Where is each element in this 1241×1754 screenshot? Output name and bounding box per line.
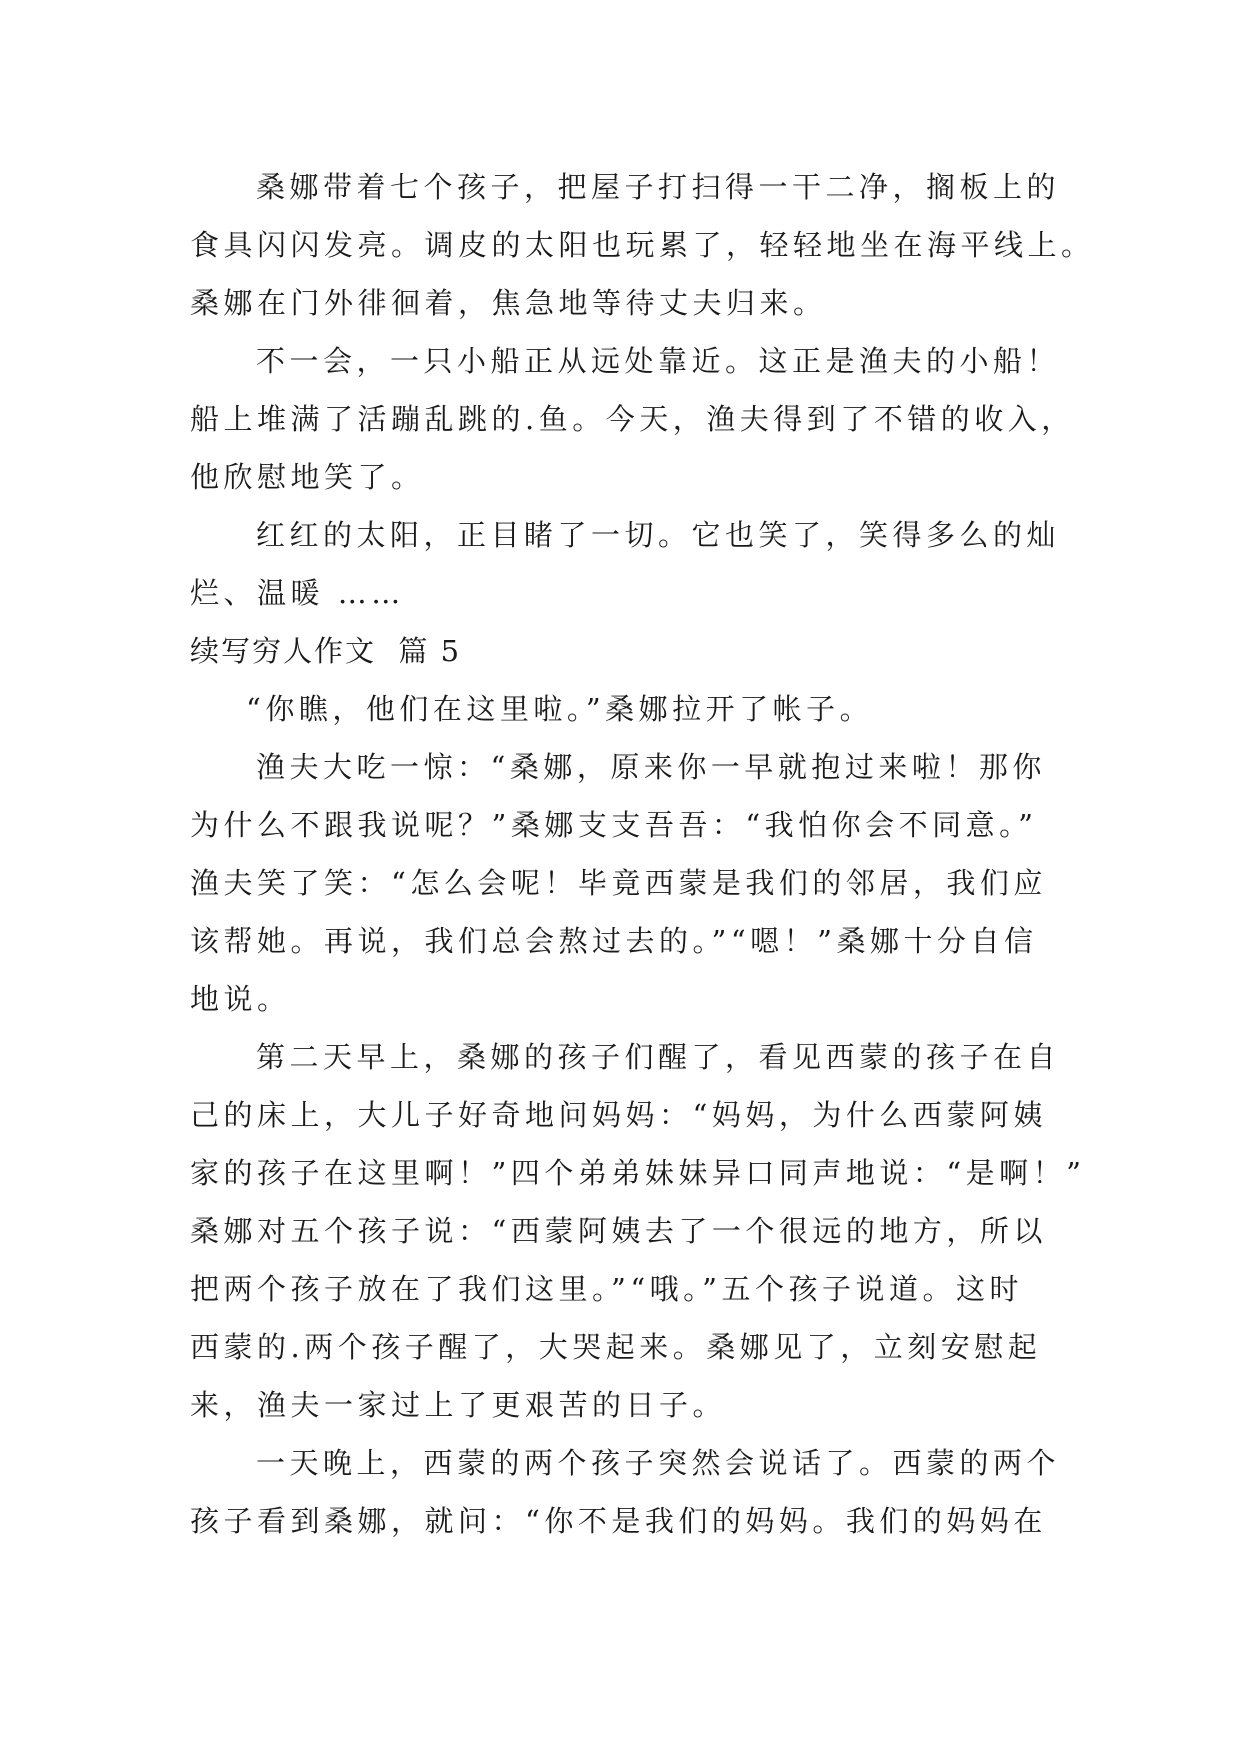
text-line: 为什么不跟我说呢？”桑娜支支吾吾：“我怕你会不同意。” [190,808,1038,842]
text-line: 渔夫大吃一惊：“桑娜，原来你一早就抱过来啦！那你 [256,750,1046,784]
text-line: 他欣慰地笑了。 [190,460,425,494]
text-line: 来，渔夫一家过上了更艰苦的日子。 [190,1388,727,1422]
text-line: 渔夫笑了笑：“怎么会呢！毕竟西蒙是我们的邻居，我们应 [190,866,1047,900]
text-line: 己的床上，大儿子好奇地问妈妈：“妈妈，为什么西蒙阿姨 [190,1098,1047,1132]
text-line: 船上堆满了活蹦乱跳的.鱼。今天，渔夫得到了不错的收入， [190,402,1075,436]
text-line: 食具闪闪发亮。调皮的太阳也玩累了，轻轻地坐在海平线上。 [190,228,1095,262]
text-line: 红红的太阳，正目睹了一切。它也笑了，笑得多么的灿 [256,518,1061,552]
text-line: 第二天早上，桑娜的孩子们醒了，看见西蒙的孩子在自 [256,1040,1061,1074]
text-line: 家的孩子在这里啊！”四个弟弟妹妹异口同声地说：“是啊！” [190,1156,1086,1190]
section-heading: 续写穷人作文 篇 5 [190,634,462,668]
text-line: 西蒙的.两个孩子醒了，大哭起来。桑娜见了，立刻安慰起 [190,1330,1042,1364]
text-line: 把两个孩子放在了我们这里。”“哦。”五个孩子说道。这时 [190,1272,1023,1306]
text-line: 桑娜对五个孩子说：“西蒙阿姨去了一个很远的地方，所以 [190,1214,1047,1248]
text-line: 该帮她。再说，我们总会熬过去的。”“嗯！”桑娜十分自信 [190,924,1038,958]
text-line: 烂、温暖 …… [190,576,405,610]
text-line: 地说。 [190,982,291,1016]
text-line: 桑娜带着七个孩子，把屋子打扫得一干二净，搁板上的 [256,170,1061,204]
text-line: “你瞧，他们在这里啦。”桑娜拉开了帐子。 [246,692,874,726]
text-line: 一天晚上，西蒙的两个孩子突然会说话了。西蒙的两个 [256,1446,1061,1480]
text-line: 孩子看到桑娜，就问：“你不是我们的妈妈。我们的妈妈在 [190,1504,1047,1538]
document-body [190,158,1095,1550]
text-line: 不一会，一只小船正从远处靠近。这正是渔夫的小船！ [256,344,1061,378]
text-line: 桑娜在门外徘徊着，焦急地等待丈夫归来。 [190,286,827,320]
